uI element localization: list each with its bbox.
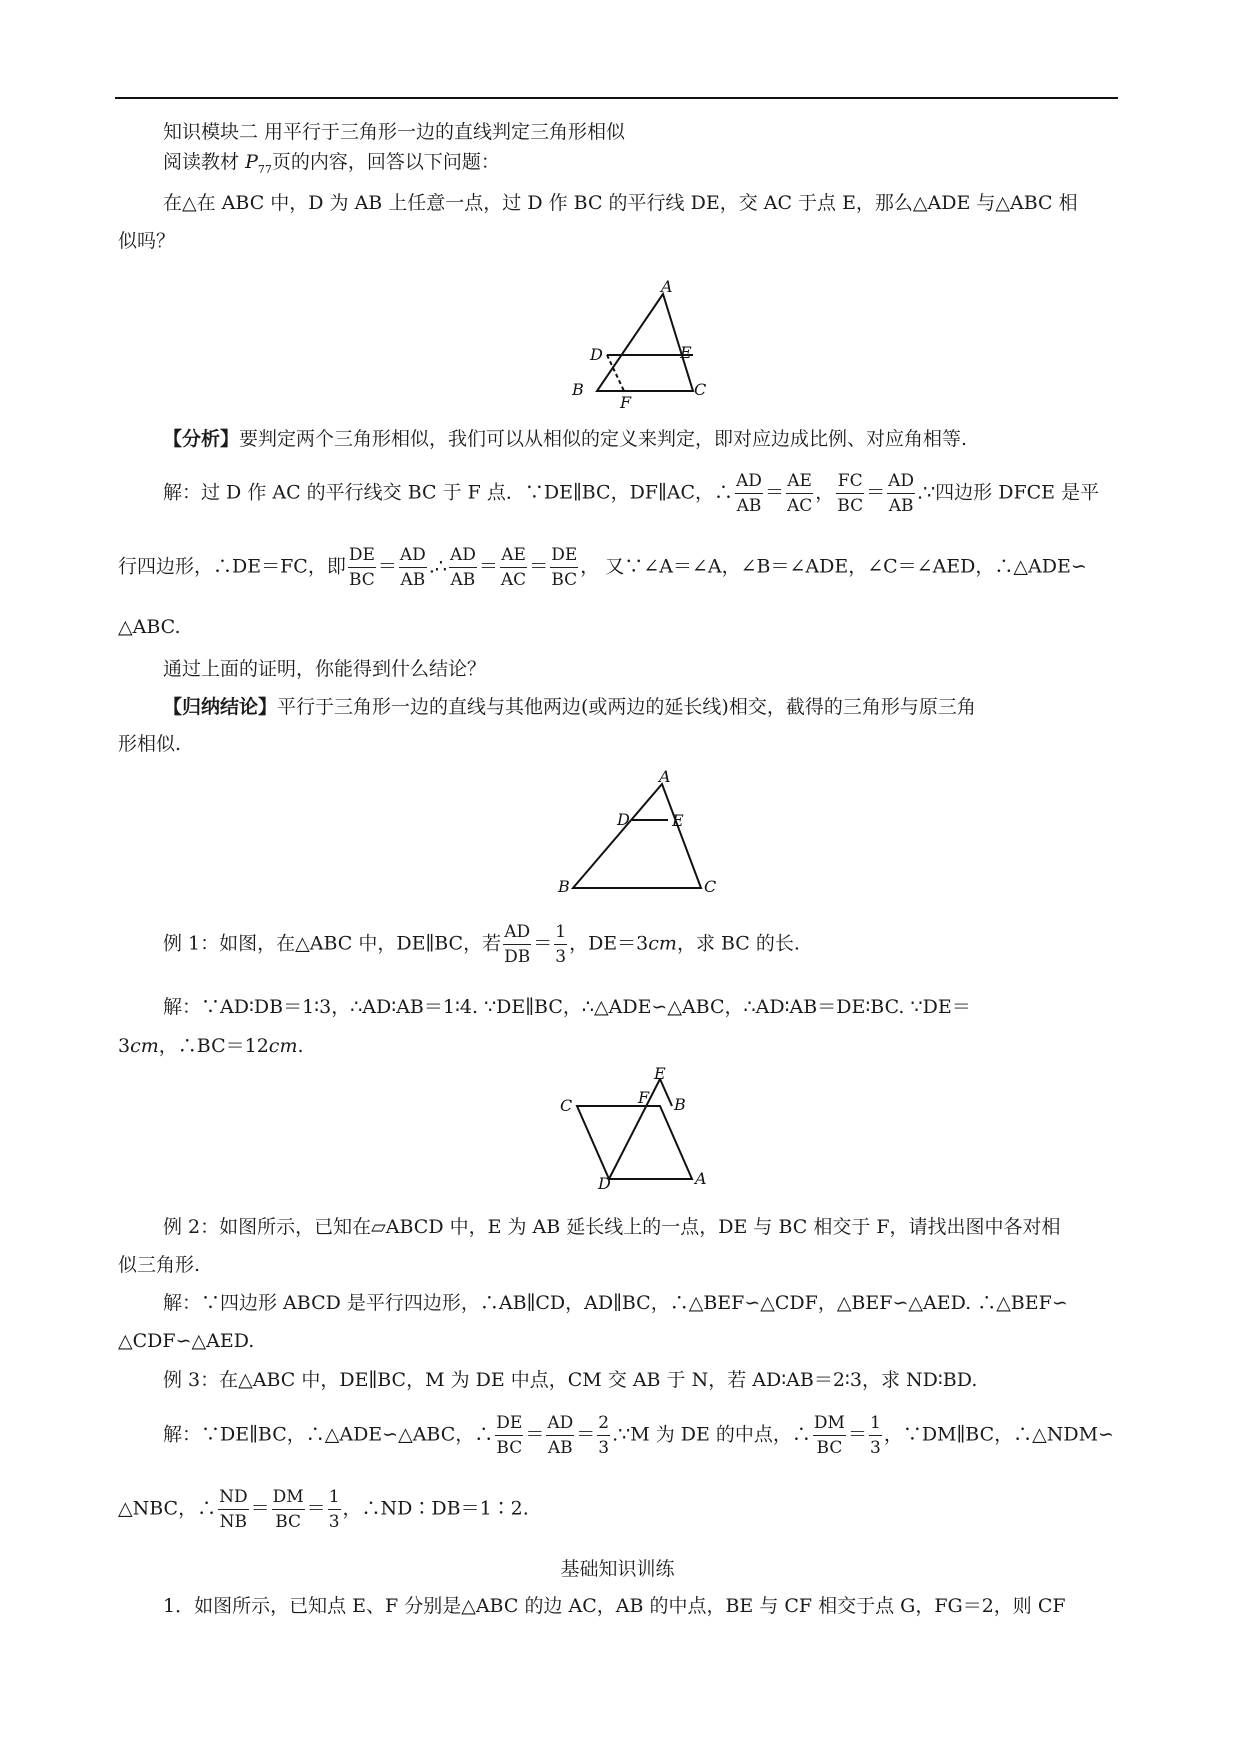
fraction: $\frac{1}{3}$ xyxy=(555,922,567,967)
label-f: F xyxy=(638,1088,650,1107)
section-heading: 基础知识训练 xyxy=(560,1558,675,1580)
fraction: $\frac{DM}{BC}$ xyxy=(813,1413,845,1458)
fraction: $\frac{AE}{AC}$ xyxy=(500,545,527,590)
solution-ex2-line-1: 解：∵四边形 ABCD 是平行四边形，∴AB∥CD，AD∥BC，∴△BEF∽△CDF，△BEF∽△AED. ∴△BEF∽ xyxy=(163,1292,1068,1314)
triangle-abc xyxy=(597,294,693,391)
question-line-2: 似吗？ xyxy=(118,230,176,252)
label-c: C xyxy=(560,1096,573,1115)
label-a: A xyxy=(661,280,673,296)
fraction: $\frac{AD}{AB}$ xyxy=(736,471,762,516)
reading-post: 页的内容，回答以下问题： xyxy=(271,151,500,173)
label-e: E xyxy=(654,1065,666,1083)
label-e: E xyxy=(672,811,684,830)
reading-instruction xyxy=(163,149,500,183)
fraction: $\frac{DE}{BC}$ xyxy=(348,545,375,590)
fraction: $\frac{AD}{DB}$ xyxy=(504,922,531,967)
solution-ex3-line-1: 解：∵DE∥BC，∴△ADE∽△ABC，∴ $\frac{DE}{BC}$ ＝ $\frac{AD}{AB}$ ＝ $\frac{2}{3}$ .∵M 为 DE 的中点，∴ $\frac{DM}{BC}$ ＝ $\frac{1}{3}$ ，∵DM∥BC，∴△NDM∽ xyxy=(163,1413,1114,1458)
label-e: E xyxy=(680,343,692,362)
triangle-abc xyxy=(573,784,701,888)
page-label: P xyxy=(245,151,258,173)
fraction: $\frac{DE}{BC}$ xyxy=(496,1413,523,1458)
label-b: B xyxy=(572,380,584,399)
fraction: $\frac{DE}{BC}$ xyxy=(551,545,578,590)
figure-triangle-dfce xyxy=(560,280,720,410)
label-a: A xyxy=(695,1169,707,1188)
question-line-1: 在△在 ABC 中，D 为 AB 上任意一点，过 D 作 BC 的平行线 DE，交 AC 于点 E，那么△ADE 与△ABC 相 xyxy=(163,192,1078,214)
unit-cm: cm xyxy=(268,1035,298,1057)
solution1-line-1: 解：过 D 作 AC 的平行线交 BC 于 F 点．∵DE∥BC，DF∥AC，∴ $\frac{AD}{AB}$ ＝ $\frac{AE}{AC}$ ， $\frac{FC}{BC}$ ＝ $\frac{AD}{AB}$ .∵四边形 DFCE 是平 xyxy=(163,471,1100,516)
page-number: 77 xyxy=(257,162,272,176)
exercise-1-line: 1．如图所示，已知点 E、F 分别是△ABC 的边 AC，AB 的中点，BE 与 CF 相交于点 G，FG＝2，则 CF xyxy=(163,1595,1066,1617)
fraction: $\frac{1}{3}$ xyxy=(328,1487,340,1532)
solution1-line-2: 行四边形，∴DE＝FC，即 $\frac{DE}{BC}$ ＝ $\frac{AD}{AB}$ .∴ $\frac{AD}{AB}$ ＝ $\frac{AE}{AC}$ ＝ $\frac{DE}{BC}$ ， 又∵∠A＝∠A，∠B＝∠ADE，∠C＝∠AED，∴△ADE∽ xyxy=(118,545,1087,590)
example1-text-b: ，DE＝3 xyxy=(569,932,649,955)
label-b: B xyxy=(558,877,570,895)
solution1-text-a: 解：过 D 作 AC 的平行线交 BC 于 F 点．∵DE∥BC，DF∥AC，∴ xyxy=(163,481,734,504)
solution1-text-b: .∵四边形 DFCE 是平 xyxy=(917,481,1100,504)
fraction: $\frac{FC}{BC}$ xyxy=(837,471,864,516)
solution-ex3-text-b: .∵M 为 DE 的中点，∴ xyxy=(612,1423,811,1446)
example1-line: 例 1：如图，在△ABC 中，DE∥BC，若 $\frac{AD}{DB}$ ＝ $\frac{1}{3}$ ，DE＝3cm，求 BC 的长. xyxy=(163,922,800,967)
solution-ex3-text-d: △NBC，∴ xyxy=(118,1497,217,1520)
solution1-line-3: △ABC. xyxy=(118,616,181,638)
label-a: A xyxy=(659,770,671,786)
fraction: $\frac{AD}{AB}$ xyxy=(888,471,915,516)
example1-text-a: 例 1：如图，在△ABC 中，DE∥BC，若 xyxy=(163,932,502,955)
solution-ex3-text-a: 解：∵DE∥BC，∴△ADE∽△ABC，∴ xyxy=(163,1423,494,1446)
solution-ex1-line-1: 解：∵AD∶DB＝1∶3，∴AD∶AB＝1∶4. ∵DE∥BC，∴△ADE∽△ABC，∴AD∶AB＝DE∶BC. ∵DE＝ xyxy=(163,996,971,1018)
unit-cm: cm xyxy=(130,1035,159,1057)
unit-cm: cm xyxy=(648,932,677,955)
fraction: $\frac{AD}{AB}$ xyxy=(399,545,426,590)
analysis-tag: 【分析】 xyxy=(163,428,240,450)
conclusion-tag: 【归纳结论】 xyxy=(163,696,278,718)
segment-eb xyxy=(660,1079,672,1106)
segment-de xyxy=(609,1079,660,1179)
conclusion-line-1 xyxy=(163,694,976,720)
solution-ex3-text-e: ，∴ND∶DB＝1∶2. xyxy=(342,1497,529,1520)
analysis-paragraph xyxy=(163,426,967,452)
solution1-text-c: 行四边形，∴DE＝FC，即 xyxy=(118,555,346,578)
fraction: $\frac{AD}{AB}$ xyxy=(547,1413,574,1458)
label-f: F xyxy=(620,393,632,410)
label-d: D xyxy=(598,1174,611,1190)
conclusion-text-1: 平行于三角形一边的直线与其他两边(或两边的延长线)相交，截得的三角形与原三角 xyxy=(277,696,976,718)
fraction: $\frac{2}{3}$ xyxy=(598,1413,610,1458)
conclusion-line-2: 形相似. xyxy=(118,733,182,755)
fraction: $\frac{DM}{BC}$ xyxy=(272,1487,304,1532)
solution-ex3-line-2: △NBC，∴ $\frac{ND}{NB}$ ＝ $\frac{DM}{BC}$ ＝ $\frac{1}{3}$ ，∴ND∶DB＝1∶2. xyxy=(118,1487,529,1532)
header-rule xyxy=(115,97,1118,99)
fraction: $\frac{1}{3}$ xyxy=(869,1413,881,1458)
label-d: D xyxy=(590,345,603,364)
example1-text-c: ，求 BC 的长. xyxy=(676,932,800,955)
solution1-text-d: .∴ xyxy=(428,555,447,578)
reading-pre: 阅读教材 xyxy=(163,151,240,173)
label-c: C xyxy=(694,380,707,399)
example2-line-1: 例 2：如图所示，已知在▱ABCD 中，E 为 AB 延长线上的一点，DE 与 BC 相交于 F，请找出图中各对相 xyxy=(163,1216,1061,1238)
module-title: 知识模块二 用平行于三角形一边的直线判定三角形相似 xyxy=(163,121,626,143)
label-c: C xyxy=(704,877,717,895)
prompt-line: 通过上面的证明，你能得到什么结论？ xyxy=(163,658,487,680)
fraction: $\frac{ND}{NB}$ xyxy=(219,1487,248,1532)
solution1-text-e: ， 又∵∠A＝∠A，∠B＝∠ADE，∠C＝∠AED，∴△ADE∽ xyxy=(580,555,1087,578)
fraction: $\frac{AE}{AC}$ xyxy=(786,471,813,516)
label-b: B xyxy=(674,1095,686,1114)
example2-line-2: 似三角形. xyxy=(118,1254,201,1276)
figure-parallelogram xyxy=(560,1065,720,1190)
parallelogram-abcd xyxy=(577,1106,692,1179)
fraction: $\frac{AD}{AB}$ xyxy=(449,545,476,590)
figure-triangle-ade xyxy=(555,770,725,895)
label-d: D xyxy=(617,810,630,829)
solution-ex1-line-2: 3cm，∴BC＝12cm. xyxy=(118,1035,304,1057)
solution-ex3-text-c: ，∵DM∥BC，∴△NDM∽ xyxy=(883,1423,1114,1446)
example3-line: 例 3：在△ABC 中，DE∥BC，M 为 DE 中点，CM 交 AB 于 N，若 AD∶AB＝2∶3，求 ND∶BD. xyxy=(163,1369,978,1391)
solution-ex2-line-2: △CDF∽△AED. xyxy=(118,1330,255,1352)
analysis-text: 要判定两个三角形相似，我们可以从相似的定义来判定，即对应边成比例、对应角相等. xyxy=(239,428,968,450)
